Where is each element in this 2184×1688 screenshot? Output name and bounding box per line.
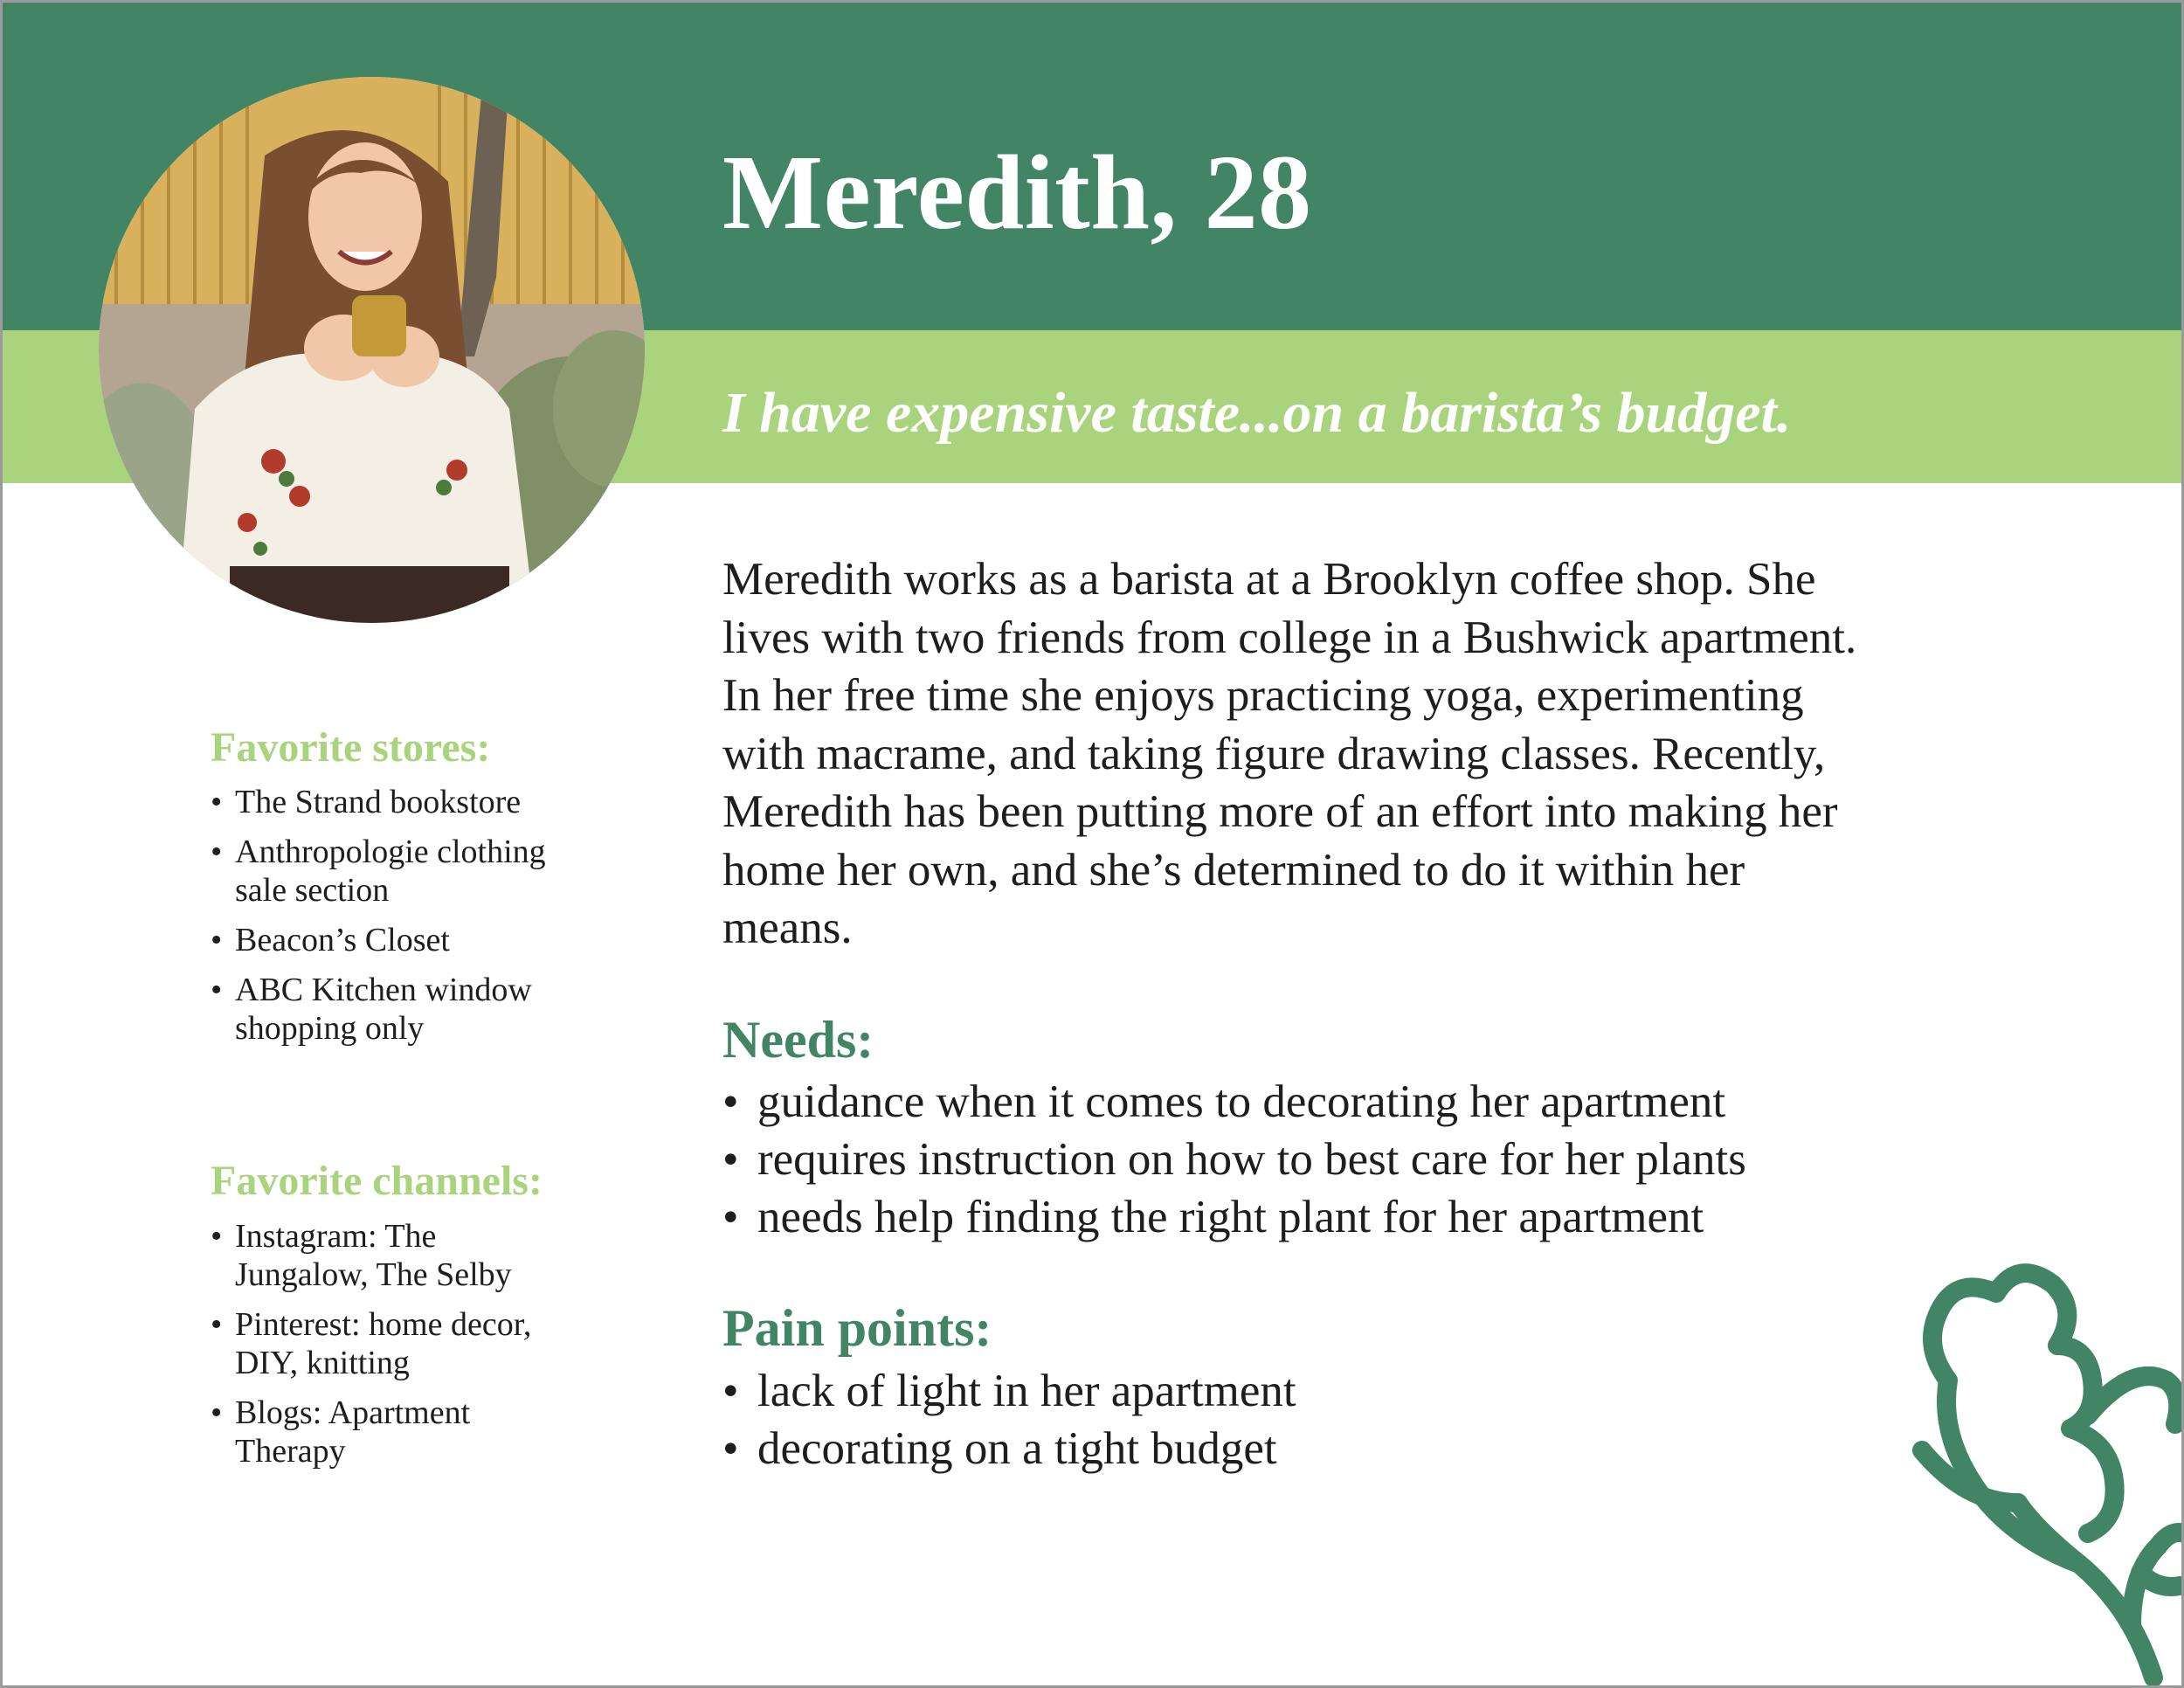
favorite-channels-heading: Favorite channels: — [211, 1158, 543, 1204]
persona-bio: Meredith works as a barista at a Brooklyn coffee shop. She lives with two friends from college in a Bushwick apartment. In her free time she enjoys practicing yoga, experimenting with macrame, and taking figure drawing classes. Recently, Meredith has been putting more of an effort into making her home her own, and she’s determined to do it within her means. — [722, 554, 1857, 953]
favorite-stores-list — [211, 783, 595, 1059]
pain-point-item: • decorating on a tight budget — [722, 1420, 1296, 1477]
needs-item: • guidance when it comes to decorating her apartment — [722, 1073, 1746, 1131]
needs-list — [722, 1073, 1746, 1246]
store-item: • Anthropologie clothing sale section — [211, 833, 549, 910]
favorite-channels-list — [211, 1217, 595, 1482]
pain-points-heading: Pain points: — [722, 1299, 992, 1357]
persona-tagline: I have expensive taste...on a barista’s budget. — [722, 381, 1792, 445]
pain-point-item: • lack of light in her apartment — [722, 1362, 1296, 1420]
needs-heading: Needs: — [722, 1011, 874, 1069]
needs-item: • requires instruction on how to best care for her plants — [722, 1131, 1746, 1188]
skirt — [230, 566, 509, 623]
store-item: • Beacon’s Closet — [211, 921, 595, 959]
pain-points-list — [722, 1362, 1296, 1477]
channel-item: • Instagram: The Jungalow, The Selby — [211, 1217, 523, 1294]
favorite-stores-heading: Favorite stores: — [211, 724, 491, 771]
store-item: • The Strand bookstore — [211, 783, 595, 821]
mug — [352, 295, 406, 356]
channel-item: • Pinterest: home decor, DIY, knitting — [211, 1305, 593, 1382]
leaf-icon — [1870, 1241, 2184, 1688]
channel-item: • Blogs: Apartment Therapy — [211, 1394, 515, 1470]
persona-photo — [99, 77, 645, 623]
store-item: • ABC Kitchen window shopping only — [211, 971, 567, 1048]
needs-item: • needs help finding the right plant for her apartment — [722, 1188, 1746, 1246]
persona-name: Meredith, 28 — [722, 134, 1312, 252]
